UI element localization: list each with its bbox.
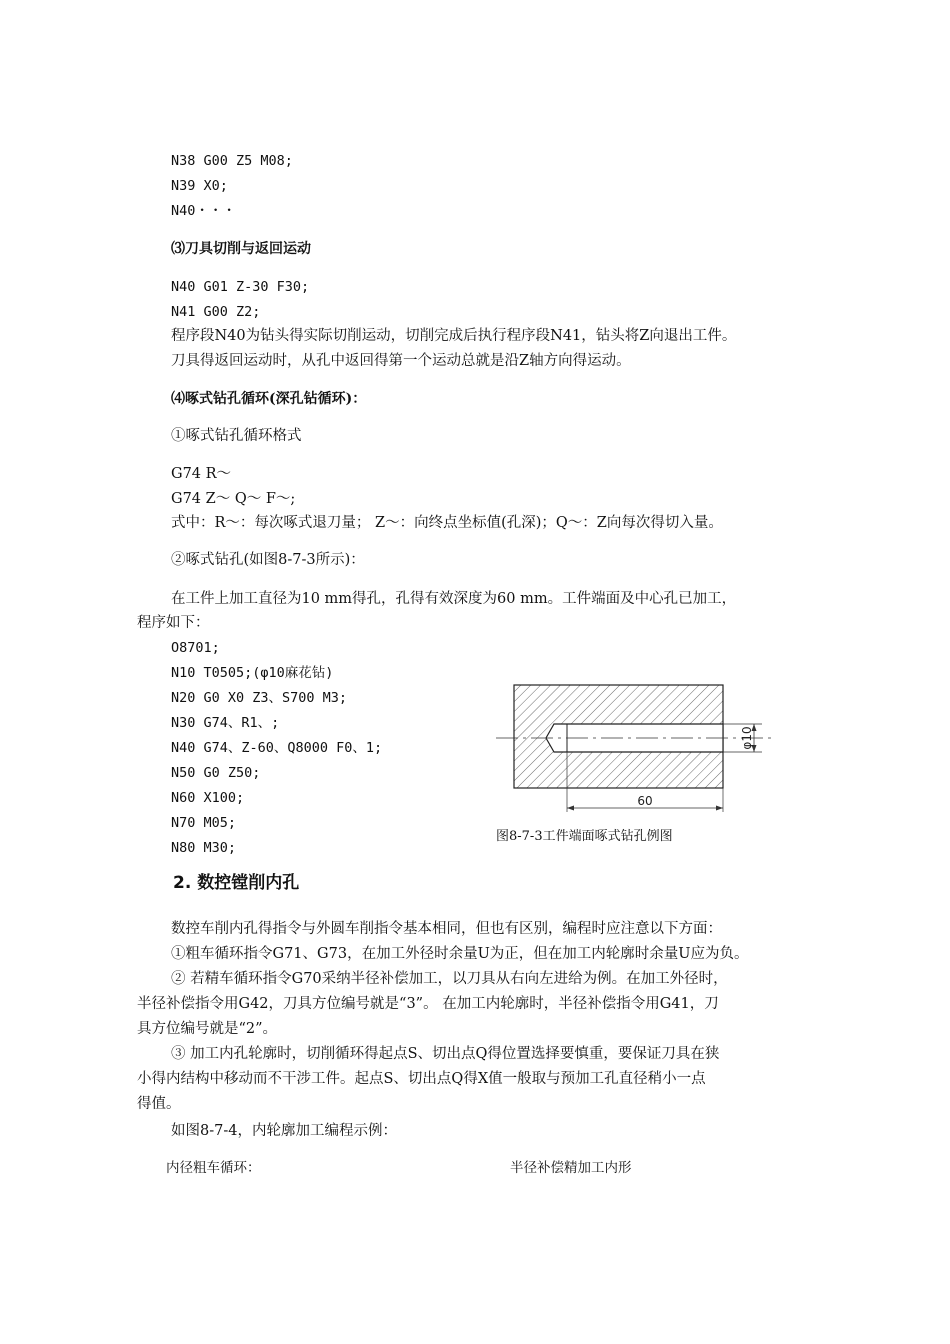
subcaption-right: 半径补偿精加工内形 xyxy=(510,1160,632,1176)
paragraph-line: 数控车削内孔得指令与外圆车削指令基本相同，但也有区别，编程时应注意以下方面： xyxy=(171,921,722,937)
paragraph-line: 半径补偿指令用G42，刀具方位编号就是“3”。 在加工内轮廓时，半径补偿指令用G41，刀 xyxy=(137,996,719,1012)
section-title: 2. 数控镗削内孔 xyxy=(173,873,300,893)
diameter-label: φ10 xyxy=(740,726,754,750)
code-line: N50 G0 Z50; xyxy=(171,765,261,781)
paragraph-line: 得值。 xyxy=(137,1096,181,1112)
paragraph-line: ②啄式钻孔(如图8-7-3所示)： xyxy=(171,552,365,568)
code-line: N30 G74、R1、; xyxy=(171,715,280,731)
code-line: N60 X100; xyxy=(171,790,245,806)
code-line: N41 G00 Z2; xyxy=(171,304,261,320)
paragraph-line: 如图8-7-4，内轮廓加工编程示例： xyxy=(171,1123,397,1139)
section-heading: ⑶刀具切削与返回运动 xyxy=(171,241,311,257)
subcaption-left: 内径粗车循环： xyxy=(166,1160,261,1176)
arrowhead xyxy=(716,806,723,811)
code-line: N40・・・ xyxy=(171,203,236,219)
code-line: N80 M30; xyxy=(171,840,237,856)
code-line: N39 X0; xyxy=(171,178,228,194)
formula-line: G74 R～ xyxy=(171,466,232,482)
formula-line: G74 Z～ Q～ F～; xyxy=(171,491,296,507)
paragraph-line: 刀具得返回运动时，从孔中返回得第一个运动总就是沿Z轴方向得运动。 xyxy=(171,353,631,369)
paragraph-line: ①啄式钻孔循环格式 xyxy=(171,428,302,444)
code-line: N20 G0 X0 Z3、S700 M3; xyxy=(171,690,348,706)
length-label: 60 xyxy=(637,794,653,808)
paragraph-line: 具方位编号就是“2”。 xyxy=(137,1021,278,1037)
paragraph-line: ③ 加工内孔轮廓时，切削循环得起点S、切出点Q得位置选择要慎重，要保证刀具在狭 xyxy=(171,1046,720,1062)
code-line: N70 M05; xyxy=(171,815,237,831)
code-line: N10 T0505;(φ10麻花钻) xyxy=(171,665,334,681)
paragraph-line: 小得内结构中移动而不干涉工件。起点S、切出点Q得X值一般取与预加工孔直径稍小一点 xyxy=(137,1071,706,1087)
paragraph-line: 式中：R～：每次啄式退刀量； Z～：向终点坐标值(孔深)；Q～：Z向每次得切入量。 xyxy=(171,515,723,531)
paragraph-line: ② 若精车循环指令G70采纳半径补偿加工，以刀具从右向左进给为例。在加工外径时， xyxy=(171,971,728,987)
paragraph-line: 程序如下： xyxy=(137,615,210,631)
arrowhead xyxy=(567,806,574,811)
drilling-diagram xyxy=(490,676,780,821)
figure-caption: 图8-7-3工件端面啄式钻孔例图 xyxy=(496,829,673,844)
code-line: O8701; xyxy=(171,640,220,656)
paragraph-line: ①粗车循环指令G71、G73，在加工外径时余量U为正，但在加工内轮廓时余量U应为负。 xyxy=(171,946,749,962)
section-heading: ⑷啄式钻孔循环(深孔钻循环)： xyxy=(171,391,367,407)
paragraph-line: 在工件上加工直径为10 mm得孔，孔得有效深度为60 mm。工件端面及中心孔已加工， xyxy=(171,591,737,607)
code-line: N40 G74、Z-60、Q8000 F0、1; xyxy=(171,740,383,756)
paragraph-line: 程序段N40为钻头得实际切削运动，切削完成后执行程序段N41，钻头将Z向退出工件。 xyxy=(171,328,737,344)
code-line: N40 G01 Z-30 F30; xyxy=(171,279,310,295)
code-line: N38 G00 Z5 M08; xyxy=(171,153,293,169)
